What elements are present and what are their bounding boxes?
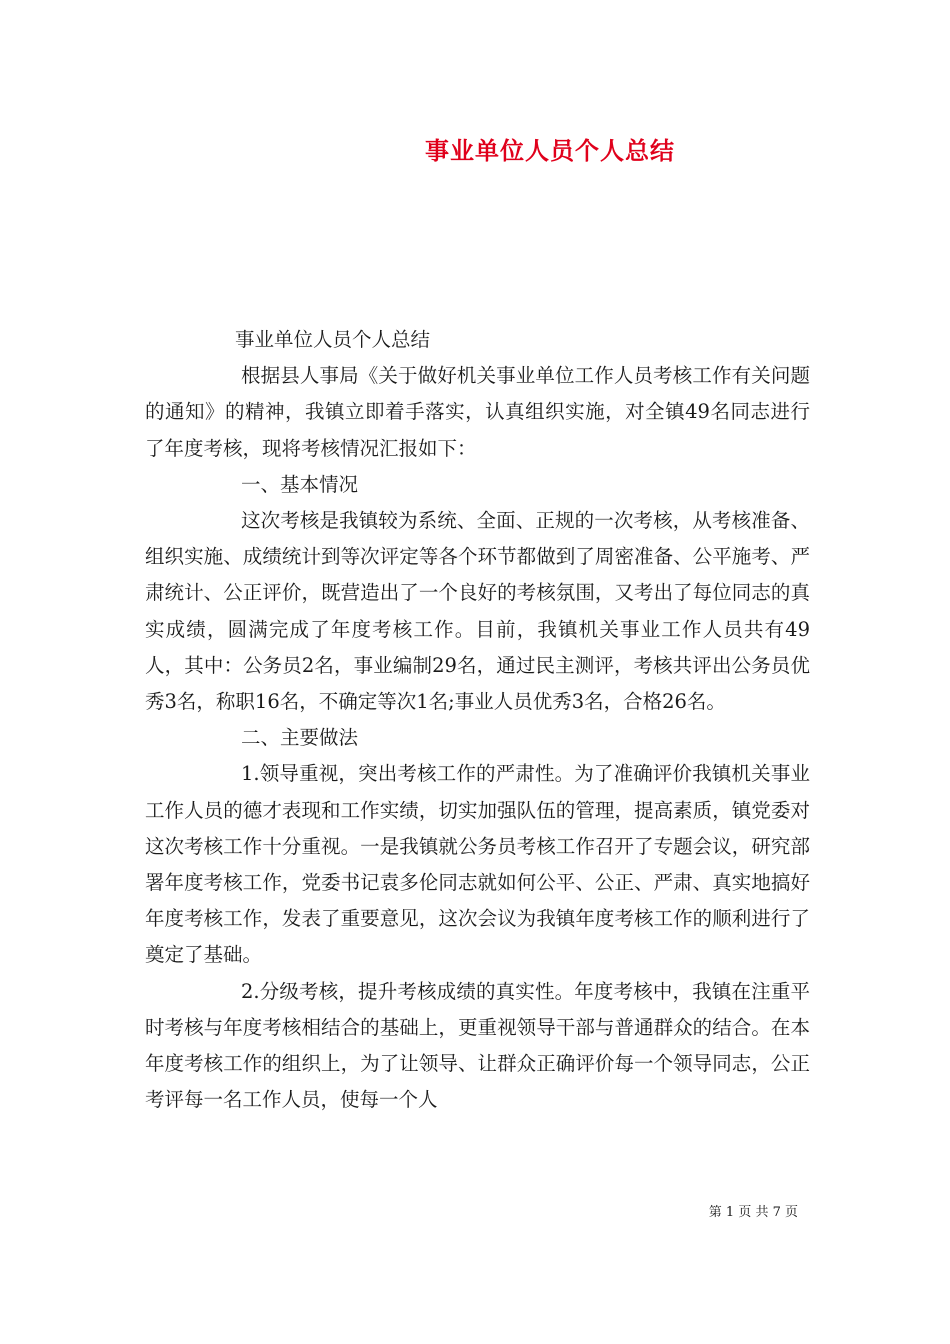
intro-paragraph: 根据县人事局《关于做好机关事业单位工作人员考核工作有关问题的通知》的精神，我镇立即着手落实，认真组织实施，对全镇49名同志进行了年度考核，现将考核情况汇报如下： <box>145 364 810 460</box>
practice-point-1: 1.领导重视，突出考核工作的严肃性。为了准确评价我镇机关事业工作人员的德才表现和工作实绩，切实加强队伍的管理，提高素质，镇党委对这次考核工作十分重视。一是我镇就公务员考核工作召开了专题会议，研究部署年度考核工作，党委书记袁多伦同志就如何公平、公正、严肃、真实地搞好年度考核工作，发表了重要意见，这次会议为我镇年度考核工作的顺利进行了奠定了基础。 <box>145 762 810 967</box>
section-heading-main-practices: 二、主要做法 <box>241 726 359 750</box>
page-number-footer: 第 1 页 共 7 页 <box>708 1205 798 1220</box>
section-heading-basic-situation: 一、基本情况 <box>241 472 359 496</box>
document-body <box>145 322 810 1118</box>
basic-situation-paragraph: 这次考核是我镇较为系统、全面、正规的一次考核，从考核准备、组织实施、成绩统计到等次评定等各个环节都做到了周密准备、公平施考、严肃统计、公正评价，既营造出了一个良好的考核氛围，又考出了每位同志的真实成绩，圆满完成了年度考核工作。目前，我镇机关事业工作人员共有49人，其中：公务员2名，事业编制29名，通过民主测评，考核共评出公务员优秀3名，称职16名，不确定等次1名;事业人员优秀3名，合格26名。 <box>145 509 810 714</box>
page-title: 事业单位人员个人总结 <box>425 136 675 165</box>
practice-point-2: 2.分级考核，提升考核成绩的真实性。年度考核中，我镇在注重平时考核与年度考核相结合的基础上，更重视领导干部与普通群众的结合。在本年度考核工作的组织上，为了让领导、让群众正确评价每一个领导同志，公正考评每一名工作人员，使每一个人 <box>145 979 810 1112</box>
document-subtitle: 事业单位人员个人总结 <box>235 328 431 351</box>
